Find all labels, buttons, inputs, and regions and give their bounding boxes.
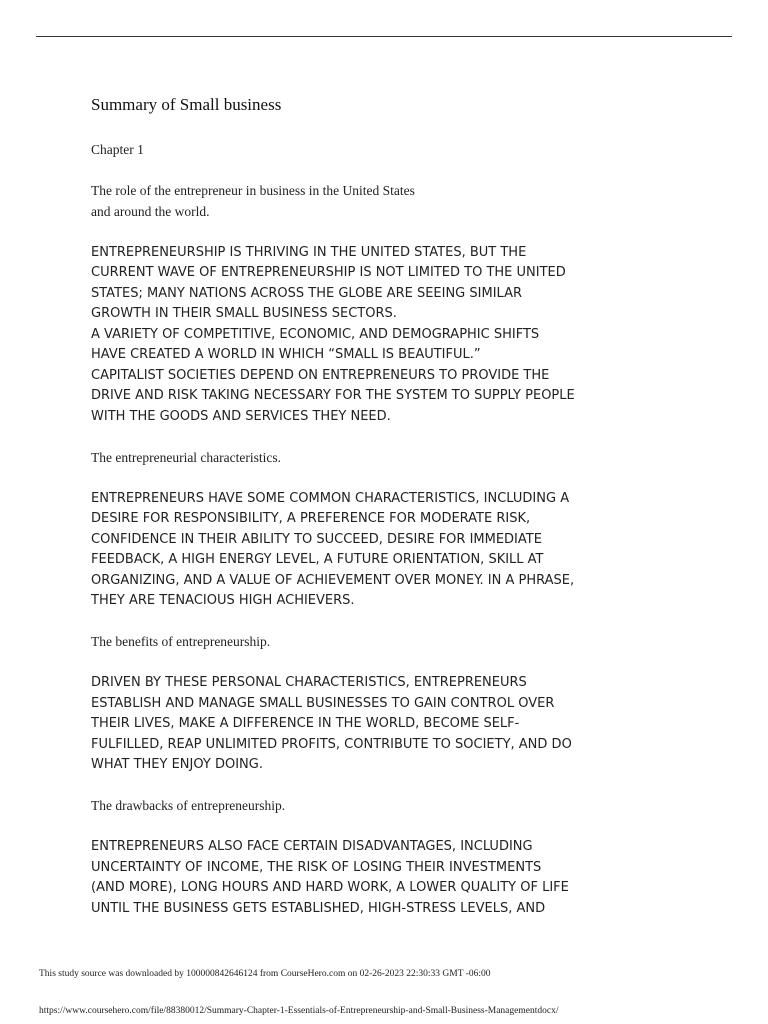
section-heading: The benefits of entrepreneurship. xyxy=(91,634,271,649)
body-line: WHAT THEY ENJOY DOING. xyxy=(91,757,263,772)
body-line: CONFIDENCE IN THEIR ABILITY TO SUCCEED, DESIRE FOR IMMEDIATE xyxy=(91,531,542,547)
body-line: UNTIL THE BUSINESS GETS ESTABLISHED, HIGH-STRESS LEVELS, AND xyxy=(91,900,546,916)
body-line: THEIR LIVES, MAKE A DIFFERENCE IN THE WORLD, BECOME SELF- xyxy=(91,716,520,731)
document-body xyxy=(91,94,651,919)
body-line: UNCERTAINTY OF INCOME, THE RISK OF LOSING THEIR INVESTMENTS xyxy=(91,859,542,875)
body-line: STATES; MANY NATIONS ACROSS THE GLOBE ARE SEEING SIMILAR xyxy=(91,285,522,301)
body-line: FULFILLED, REAP UNLIMITED PROFITS, CONTRIBUTE TO SOCIETY, AND DO xyxy=(91,736,572,752)
body-line: CURRENT WAVE OF ENTREPRENEURSHIP IS NOT LIMITED TO THE UNITED xyxy=(91,265,566,280)
body-line: THEY ARE TENACIOUS HIGH ACHIEVERS. xyxy=(91,593,355,608)
section-heading: The entrepreneurial characteristics. xyxy=(91,449,282,465)
body-line: A VARIETY OF COMPETITIVE, ECONOMIC, AND DEMOGRAPHIC SHIFTS xyxy=(91,326,540,342)
body-line: GROWTH IN THEIR SMALL BUSINESS SECTORS. xyxy=(91,306,397,321)
body-line: ORGANIZING, AND A VALUE OF ACHIEVEMENT OVER MONEY. IN A PHRASE, xyxy=(91,572,575,588)
body-line: FEEDBACK, A HIGH ENERGY LEVEL, A FUTURE ORIENTATION, SKILL AT xyxy=(91,552,544,567)
body-line: DRIVE AND RISK TAKING NECESSARY FOR THE SYSTEM TO SUPPLY PEOPLE xyxy=(91,388,575,403)
body-line: ENTREPRENEURS ALSO FACE CERTAIN DISADVANTAGES, INCLUDING xyxy=(91,839,533,854)
section-heading: The drawbacks of entrepreneurship. xyxy=(91,798,286,813)
document-title: Summary of Small business xyxy=(91,95,282,114)
body-line: DESIRE FOR RESPONSIBILITY, A PREFERENCE FOR MODERATE RISK, xyxy=(91,511,531,526)
body-line: WITH THE GOODS AND SERVICES THEY NEED. xyxy=(91,408,391,424)
top-divider xyxy=(36,36,732,37)
body-line: DRIVEN BY THESE PERSONAL CHARACTERISTICS, ENTREPRENEURS xyxy=(91,675,527,690)
chapter-label: Chapter 1 xyxy=(91,142,144,157)
source-url-link[interactable]: https://www.coursehero.com/file/88380012/Summary-Chapter-1-Essentials-of-Entrepreneurship-and-Small-Business-Managementdocx/ xyxy=(39,1006,559,1016)
download-source-note: This study source was downloaded by 100000842646124 from CourseHero.com on 02-26-2023 22:30:33 GMT -06:00 xyxy=(39,969,491,979)
body-line: HAVE CREATED A WORLD IN WHICH “SMALL IS BEAUTIFUL.” xyxy=(91,347,481,362)
body-line: (AND MORE), LONG HOURS AND HARD WORK, A LOWER QUALITY OF LIFE xyxy=(91,880,569,895)
body-line: ENTREPRENEURSHIP IS THRIVING IN THE UNITED STATES, BUT THE xyxy=(91,244,527,260)
body-line: ENTREPRENEURS HAVE SOME COMMON CHARACTERISTICS, INCLUDING A xyxy=(91,490,570,506)
body-line: CAPITALIST SOCIETIES DEPEND ON ENTREPRENEURS TO PROVIDE THE xyxy=(91,367,550,383)
section-heading: The role of the entrepreneur in business in the United States xyxy=(91,183,415,198)
body-line: ESTABLISH AND MANAGE SMALL BUSINESSES TO GAIN CONTROL OVER xyxy=(91,695,555,711)
section-heading: and around the world. xyxy=(91,203,210,219)
